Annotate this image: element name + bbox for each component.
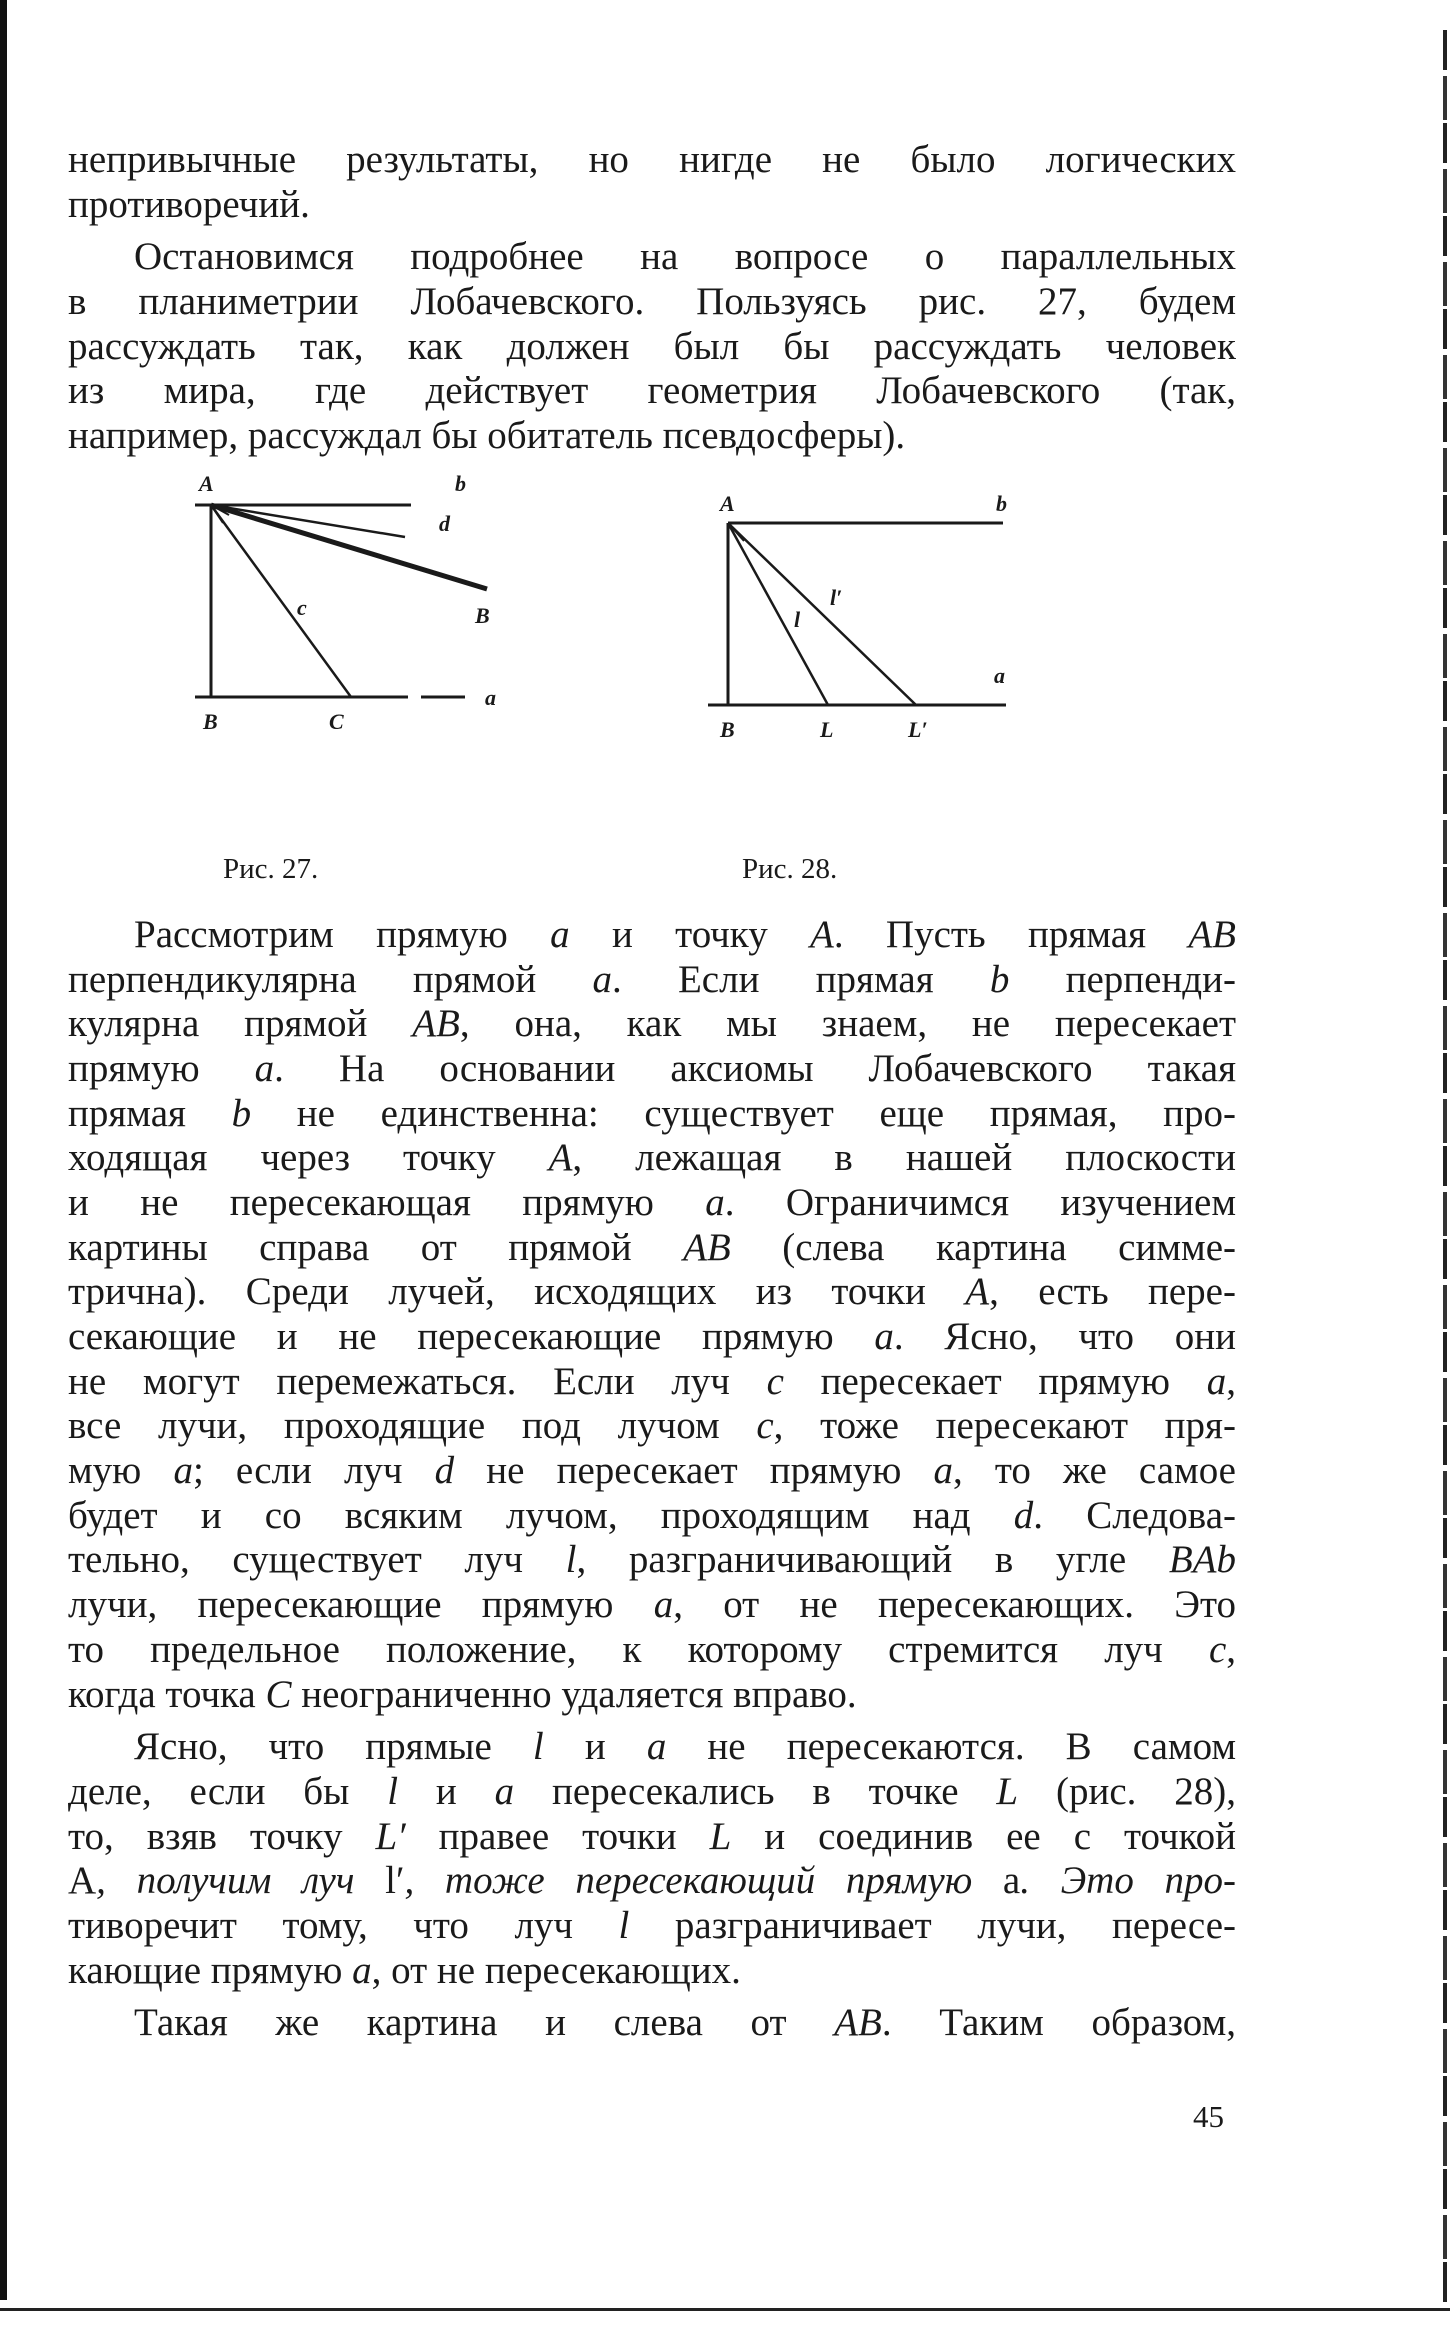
math-symbol: a — [550, 912, 570, 956]
fig27-label-a: a — [485, 684, 496, 710]
math-symbol: a — [254, 1046, 275, 1090]
math-symbol: b — [231, 1091, 252, 1135]
text-line: кулярна прямой AB, она, как мы знаем, не пересекает — [68, 1002, 1236, 1046]
math-symbol: l — [532, 1725, 544, 1769]
page-bottom-edge — [0, 2308, 1450, 2311]
math-symbol: a — [173, 1449, 193, 1493]
math-symbol: L — [709, 1814, 732, 1858]
text-line: тельно, существует луч l, разграничивающий в угле BAb — [68, 1538, 1236, 1582]
math-symbol: a — [592, 957, 613, 1001]
math-symbol: d — [1013, 1493, 1034, 1537]
fig28-label-L-prime: L′ — [908, 716, 928, 742]
text-line: и не пересекающая прямую a. Ограничимся изучением — [68, 1180, 1236, 1224]
text-line: то, взяв точку L′ правее точки L и соединив ее с точкой — [68, 1814, 1236, 1858]
text-line: тиворечит тому, что луч l разграничивает лучи, пересе- — [68, 1903, 1237, 1947]
math-symbol: a — [494, 1769, 515, 1813]
text-line: A, получим луч l′, тоже пересекающий прямую a. Это про- — [68, 1859, 1236, 1903]
fig28-label-A: A — [720, 490, 735, 516]
math-symbol: AB — [683, 1225, 731, 1269]
fig28-label-B: B — [720, 716, 735, 742]
paragraph-1 — [68, 138, 1236, 227]
math-symbol: C — [265, 1672, 292, 1716]
figure-27 — [173, 467, 513, 734]
fig27-label-d: d — [439, 510, 450, 536]
paragraph-3 — [68, 913, 1236, 1717]
math-symbol: AB — [1188, 912, 1236, 956]
figures-block — [68, 467, 1236, 905]
text-line: Такая же картина и слева от AB. Таким образом, — [134, 2001, 1236, 2045]
text-line: деле, если бы l и a пересекались в точке L (рис. 28), — [68, 1769, 1236, 1813]
text-line: например, рассуждал бы обитатель псевдосферы). — [68, 414, 906, 458]
math-symbol: c — [766, 1359, 784, 1403]
fig28-label-L: L — [820, 716, 834, 742]
page-right-edge — [1443, 30, 1447, 2310]
fig27-label-b: b — [455, 470, 466, 496]
text-line: Рассмотрим прямую a и точку A. Пусть прямая AB — [134, 912, 1236, 956]
math-symbol: . Это про- — [1020, 1859, 1236, 1903]
math-symbol: AB — [834, 2001, 882, 2045]
math-symbol: AB — [412, 1002, 460, 1046]
text-line: картины справа от прямой AB (слева картина симме- — [68, 1225, 1237, 1269]
figure-28-lines — [708, 523, 1006, 705]
math-symbol: a — [874, 1315, 894, 1358]
text-line: прямая b не единственна: существует еще прямая, про- — [68, 1091, 1236, 1135]
math-symbol: d — [434, 1449, 455, 1493]
text-line: все лучи, проходящие под лучом c, тоже пересекают пря- — [68, 1404, 1236, 1448]
text-line: прямую a. На основании аксиомы Лобачевского такая — [68, 1046, 1237, 1090]
fig28-label-l-prime: l′ — [830, 584, 843, 610]
text-line: непривычные результаты, но нигде не было логических — [68, 138, 1236, 181]
math-symbol: l — [618, 1903, 630, 1947]
text-line: противоречий. — [68, 182, 310, 226]
math-symbol: a — [646, 1725, 667, 1769]
text-line: трична). Среди лучей, исходящих из точки A, есть пере- — [68, 1270, 1236, 1314]
math-symbol: c — [1208, 1627, 1227, 1671]
text-line: будет и со всяким лучом, проходящим над d. Следова- — [68, 1493, 1237, 1537]
math-symbol: A — [810, 912, 834, 956]
math-symbol: a — [705, 1180, 725, 1224]
text-line: ходящая через точку A, лежащая в нашей плоскости — [68, 1136, 1236, 1180]
math-symbol: l — [387, 1769, 399, 1813]
fig27-label-B-ray: B — [475, 602, 490, 628]
fig28-label-l: l — [794, 606, 801, 632]
paragraph-4 — [68, 1725, 1236, 1993]
text-line: секающие и не пересекающие прямую a. Ясно, что они — [68, 1315, 1236, 1358]
math-symbol: l — [565, 1538, 577, 1582]
text-line: в планиметрии Лобачевского. Пользуясь рис. 27, будем — [68, 280, 1236, 324]
fig28-label-b: b — [996, 490, 1007, 516]
text-line: из мира, где действует геометрия Лобачевского (так, — [68, 369, 1236, 413]
fig27-label-c: c — [297, 594, 307, 620]
math-symbol: c — [756, 1404, 774, 1448]
math-symbol: L — [996, 1769, 1019, 1813]
fig27-label-A: A — [199, 470, 214, 496]
math-symbol: a — [653, 1583, 674, 1627]
paragraph-5 — [68, 2001, 1236, 2046]
math-symbol: , тоже пересекающий прямую — [404, 1859, 1003, 1903]
figure-28 — [698, 467, 1028, 742]
math-symbol: , получим луч — [96, 1859, 386, 1903]
paragraph-2 — [68, 235, 1236, 458]
text-line: рассуждать так, как должен был бы рассуждать человек — [68, 324, 1236, 368]
math-symbol: A — [548, 1136, 573, 1180]
math-symbol: A — [965, 1270, 990, 1314]
figure-27-caption: Рис. 27. — [223, 852, 319, 885]
text-line: мую a; если луч d не пересекает прямую a, то же самое — [68, 1449, 1236, 1493]
text-line: лучи, пересекающие прямую a, от не пересекающих. Это — [68, 1583, 1236, 1627]
text-line: кающие прямую a, от не пересекающих. — [68, 1948, 741, 1992]
fig27-label-C: C — [329, 708, 344, 734]
math-symbol: b — [989, 957, 1010, 1001]
text-line: Остановимся подробнее на вопросе о параллельных — [134, 235, 1236, 279]
text-line: перпендикулярна прямой a. Если прямая b перпенди- — [68, 957, 1237, 1001]
fig28-label-a: a — [994, 662, 1005, 688]
text-line: когда точка C неограниченно удаляется вправо. — [68, 1672, 857, 1716]
math-symbol: L′ — [375, 1814, 406, 1858]
page-left-edge — [0, 0, 7, 2300]
page-body — [68, 138, 1236, 2046]
page-number: 45 — [1193, 2099, 1224, 2134]
figure-28-caption: Рис. 28. — [742, 852, 838, 885]
math-symbol: BAb — [1168, 1538, 1236, 1582]
fig27-label-B: B — [203, 708, 218, 734]
text-line: то предельное положение, к которому стремится луч c, — [68, 1627, 1236, 1671]
math-symbol: a — [352, 1948, 372, 1992]
text-line: Ясно, что прямые l и a не пересекаются. В самом — [134, 1725, 1237, 1769]
math-symbol: a — [933, 1449, 954, 1493]
math-symbol: a — [1206, 1359, 1227, 1403]
text-line: не могут перемежаться. Если луч c пересекает прямую a, — [68, 1359, 1236, 1403]
